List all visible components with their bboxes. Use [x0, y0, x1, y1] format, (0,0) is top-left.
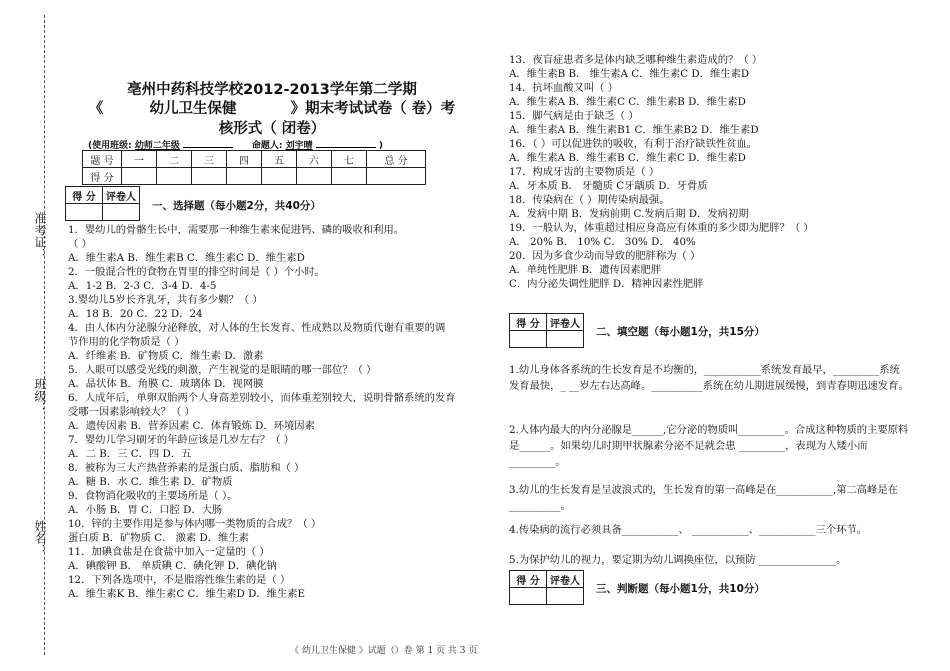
fill-blank-question: 4.传染病的流行必须具备___________、 ___________、___________三个环节。 [509, 524, 868, 536]
question-line: 20．因为多食少动而导致的肥胖称为（ ） [509, 250, 701, 262]
question-line: 15．脚气病是由于缺乏（ ） [509, 110, 639, 122]
question-line: A．二 B．三 C．四 D．五 [68, 448, 192, 460]
binding-line [44, 15, 45, 655]
fill-blank-question: 1.幼儿身体各系统的生长发育是不均衡的，___________系统发育最早，_________系统发育最快，_ __岁左右达高峰。__________系统在幼儿期进展缓慢，到青春期迅速发育。 [509, 364, 909, 392]
question-line: 17．构成牙齿的主要物质是（ ） [509, 166, 660, 178]
question-line: （ ） [68, 238, 92, 250]
question-line: 10．锌的主要作用是参与体内哪一类物质的合成？（ ） [68, 518, 322, 530]
question-line: A．维生素K B．维生素C C．维生素D D．维生素E [68, 588, 306, 600]
score-cell: 五 [262, 151, 297, 168]
question-line: 节作用的化学物质是（ ） [68, 336, 185, 348]
question-line: A． 20% B． 10% C． 30% D． 40% [509, 236, 696, 248]
grader-score-cell[interactable] [510, 331, 547, 348]
grader-score-label: 得 分 [510, 314, 547, 331]
page-footer: 《 幼儿卫生保健 》试题（）卷 第 1 页 共 3 页 [290, 646, 478, 656]
author-value: 刘宇晴 [285, 141, 313, 151]
course-name: 幼儿卫生保健 [149, 101, 237, 117]
question-line: 4．由人体内分泌腺分泌释放，对人体的生长发育、性成熟以及物质代谢有重要的调 [68, 322, 446, 334]
question-line: A．维生素A B．维生素B C．维生素C D．维生素D [68, 252, 305, 264]
score-input-cell[interactable] [122, 168, 157, 185]
question-line: 2．一般混合性的食物在胃里的排空时间是（ ）个小时。 [68, 266, 325, 278]
exam-title-line3: 核形式（ 闭卷） [218, 121, 326, 137]
question-line: A．碘酸钾 B． 单质碘 C．碘化钾 D．碘化钠 [68, 560, 277, 572]
grader-reviewer-cell[interactable] [547, 331, 584, 348]
question-line: A．纤维素 B．矿物质 C．维生素 D．激素 [68, 350, 264, 362]
question-line: 6．人成年后，单卵双胎两个人身高差别较小，而体重差别较大，说明骨骼系统的发育 [68, 392, 456, 404]
grader-reviewer-cell[interactable] [547, 588, 584, 605]
section-1-title: 一、选择题（每小题2分，共40分） [152, 200, 321, 212]
class-info-value: 幼师二年级 [134, 141, 180, 151]
score-table-header-row [83, 151, 426, 168]
question-line: 受哪一因素影响较大？（ ） [68, 406, 195, 418]
grader-score-cell[interactable] [510, 588, 547, 605]
score-cell: 四 [227, 151, 262, 168]
title-open-bracket: 《 [88, 101, 104, 117]
question-line: A．1-2 B．2-3 C．3-4 D．4-5 [68, 280, 217, 292]
grader-score-label: 得 分 [66, 187, 103, 204]
question-line: A．牙本质 B． 牙髓质 C牙龋质 D．牙骨质 [509, 180, 708, 192]
fill-blank-question: 2.人体内最大的内分泌腺是______,它分泌的物质叫_________。合成这种物质的主要原料是______。如果幼儿时期甲状腺素分泌不足就会患 _________，表现为人矮小而_________。 [509, 424, 909, 468]
question-line: A．遗传因素 B．营养因素 C．体育锻炼 D．环境因素 [68, 420, 315, 432]
question-line: 7．婴幼儿学习刷牙的年龄应该是几岁左右？（ ） [68, 434, 295, 446]
question-line: C．内分泌失调性肥胖 D．精神因素性肥胖 [509, 278, 704, 290]
grader-reviewer-label: 评卷人 [547, 314, 584, 331]
exam-title-line2 [72, 97, 472, 118]
score-cell: 总 分 [367, 151, 426, 168]
score-input-cell[interactable] [367, 168, 426, 185]
question-line: A．18 B．20 C．22 D．24 [68, 308, 203, 320]
exam-id-label: 准考证： [33, 212, 47, 260]
question-line: 12．下列各选项中，不是脂溶性维生素的是（ ） [68, 574, 291, 586]
question-line: A．维生素A B．维生素C C．维生素B D．维生素D [509, 96, 746, 108]
question-line: 18．传染病在（ ）期传染病最强。 [509, 194, 670, 206]
question-line: A．发病中期 B．发病前期 C.发病后期 D．发病初期 [509, 208, 749, 220]
info-close: ) [378, 141, 383, 151]
grader-box-section-3 [509, 570, 584, 605]
name-label: 姓名： [33, 520, 47, 556]
class-info-label: (使用班级: [88, 141, 132, 151]
question-line: 9．食物消化吸收的主要场所是（ ）。 [68, 490, 238, 502]
score-cell: 一 [122, 151, 157, 168]
score-cell: 七 [332, 151, 367, 168]
class-label: 班级： [33, 378, 47, 414]
score-table [82, 150, 426, 185]
question-line: 蛋白质 B．矿物质 C． 激素 D．维生素 [68, 532, 249, 544]
score-input-cell[interactable] [227, 168, 262, 185]
grader-reviewer-label: 评卷人 [103, 187, 140, 204]
score-table-score-row [83, 168, 426, 185]
section-3-title: 三、判断题（每小题1分，共10分） [596, 583, 765, 595]
grader-box-section-2 [509, 313, 584, 348]
score-cell: 二 [157, 151, 192, 168]
grader-reviewer-cell[interactable] [103, 204, 140, 221]
question-line: 19．一般认为，体重超过相应身高应有体重的多少即为肥胖？（ ） [509, 222, 814, 234]
question-line: A．维生素A B．维生素B C．维生素C D．维生素D [509, 152, 746, 164]
grader-reviewer-label: 评卷人 [547, 571, 584, 588]
section-2-title: 二、填空题（每小题1分，共15分） [596, 326, 765, 338]
question-line: 11．加碘食盐是在食盐中加入一定量的（ ） [68, 546, 270, 558]
score-cell: 三 [192, 151, 227, 168]
question-line: 16．（ ）可以促进铁的吸收，有利于治疗缺铁性贫血。 [509, 138, 758, 150]
grader-score-cell[interactable] [66, 204, 103, 221]
question-line: A．晶状体 B．角膜 C．玻璃体 D．视网膜 [68, 378, 264, 390]
grader-box-section-1 [65, 186, 140, 221]
title-rest: 》期末考试试卷（ 卷）考 [290, 101, 456, 117]
score-cell: 题 号 [83, 151, 122, 168]
exam-title-line1: 亳州中药科技学校2012-2013学年第二学期 [127, 82, 417, 98]
question-line: 13．夜盲症患者多是体内缺乏哪种维生素造成的？（ ） [509, 54, 763, 66]
fill-blank-question: 5.为保护幼儿的视力，要定期为幼儿调换座位，以预防 _______________。 [509, 554, 847, 566]
question-line: A．维生素A B．维生素B1 C．维生素B2 D．维生素D [509, 124, 759, 136]
score-row-label: 得 分 [83, 168, 122, 185]
score-input-cell[interactable] [262, 168, 297, 185]
score-cell: 六 [297, 151, 332, 168]
score-input-cell[interactable] [192, 168, 227, 185]
question-line: A．单纯性肥胖 B．遗传因素肥胖 [509, 264, 662, 276]
question-line: 3.婴幼儿5岁长齐乳牙，共有多少颗？（ ） [68, 294, 263, 306]
question-line: 14．抗坏血酸又叫（ ） [509, 82, 619, 94]
score-input-cell[interactable] [157, 168, 192, 185]
question-line: 1．婴幼儿的骨骼生长中，需要那一种维生素来促进钙、磷的吸收和利用。 [68, 224, 405, 236]
question-line: A．糖 B．水 C．维生素 D．矿物质 [68, 476, 233, 488]
grader-score-label: 得 分 [510, 571, 547, 588]
question-line: A．小肠 B．胃 C．口腔 D．大肠 [68, 504, 223, 516]
question-line: 8．被称为三大产热营养素的是蛋白质、脂肪和（ ） [68, 462, 305, 474]
question-line: A．维生素B B． 维生素A C．维生素C D．维生素D [509, 68, 750, 80]
fill-blank-question: 3.幼儿的生长发育是呈波浪式的，生长发育的第一高峰是在___________,第二高峰是在__________。 [509, 484, 898, 512]
score-input-cell[interactable] [297, 168, 332, 185]
score-input-cell[interactable] [332, 168, 367, 185]
question-line: 5．人眼可以感受光线的刺激，产生视觉的是眼睛的哪一部位？（ ） [68, 364, 377, 376]
author-label: 命题人: [251, 141, 283, 151]
